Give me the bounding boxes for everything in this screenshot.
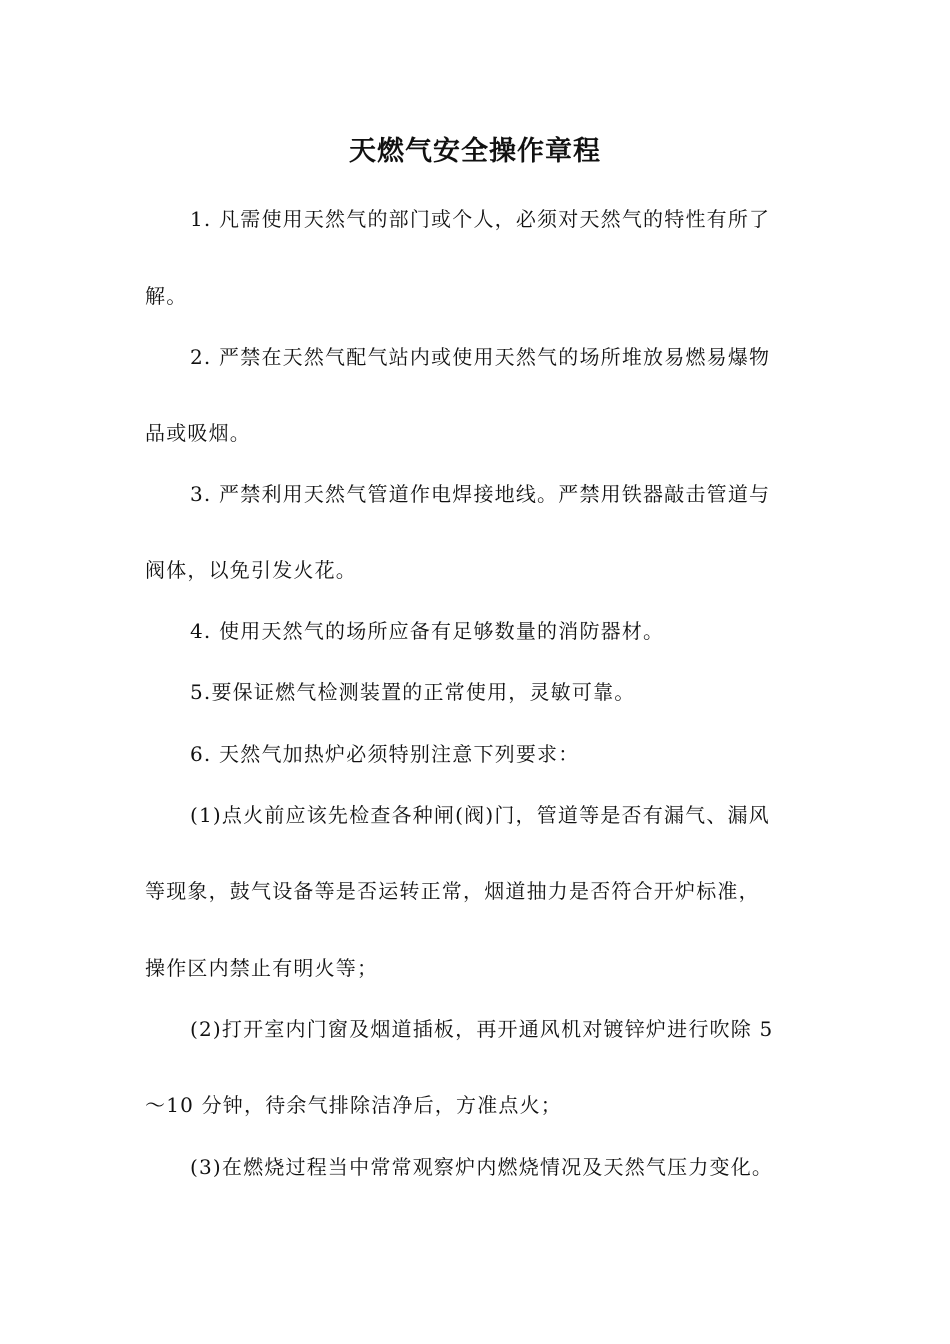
item-1-line-2: 等现象，鼓气设备等是否运转正常，烟道抽力是否符合开炉标准， [145, 879, 760, 903]
paragraph-2-line-1: 2. 严禁在天然气配气站内或使用天然气的场所堆放易燃易爆物 [190, 345, 771, 369]
paragraph-3-line-1: 3. 严禁利用天然气管道作电焊接地线。严禁用铁器敲击管道与 [190, 482, 771, 506]
item-1-line-1: (1)点火前应该先检查各种闸(阀)门，管道等是否有漏气、漏风 [190, 803, 770, 827]
paragraph-2-line-2: 品或吸烟。 [145, 421, 251, 445]
item-2-line-1: (2)打开室内门窗及烟道插板，再开通风机对镀锌炉进行吹除 5 [190, 1017, 774, 1041]
document-title: 天燃气安全操作章程 [349, 136, 601, 167]
paragraph-1-line-1: 1. 凡需使用天然气的部门或个人，必须对天然气的特性有所了 [190, 207, 771, 231]
item-3: (3)在燃烧过程当中常常观察炉内燃烧情况及天然气压力变化。 [190, 1155, 774, 1179]
paragraph-3-line-2: 阀体，以免引发火花。 [145, 558, 357, 582]
item-1-line-3: 操作区内禁止有明火等； [145, 956, 379, 980]
paragraph-5: 5.要保证燃气检测装置的正常使用，灵敏可靠。 [190, 680, 636, 704]
paragraph-4: 4. 使用天然气的场所应备有足够数量的消防器材。 [190, 619, 665, 643]
paragraph-1-line-2: 解。 [145, 284, 188, 308]
paragraph-6: 6. 天然气加热炉必须特别注意下列要求： [190, 742, 580, 766]
item-2-line-2: ～10 分钟，待余气排除洁净后，方准点火； [145, 1093, 563, 1117]
